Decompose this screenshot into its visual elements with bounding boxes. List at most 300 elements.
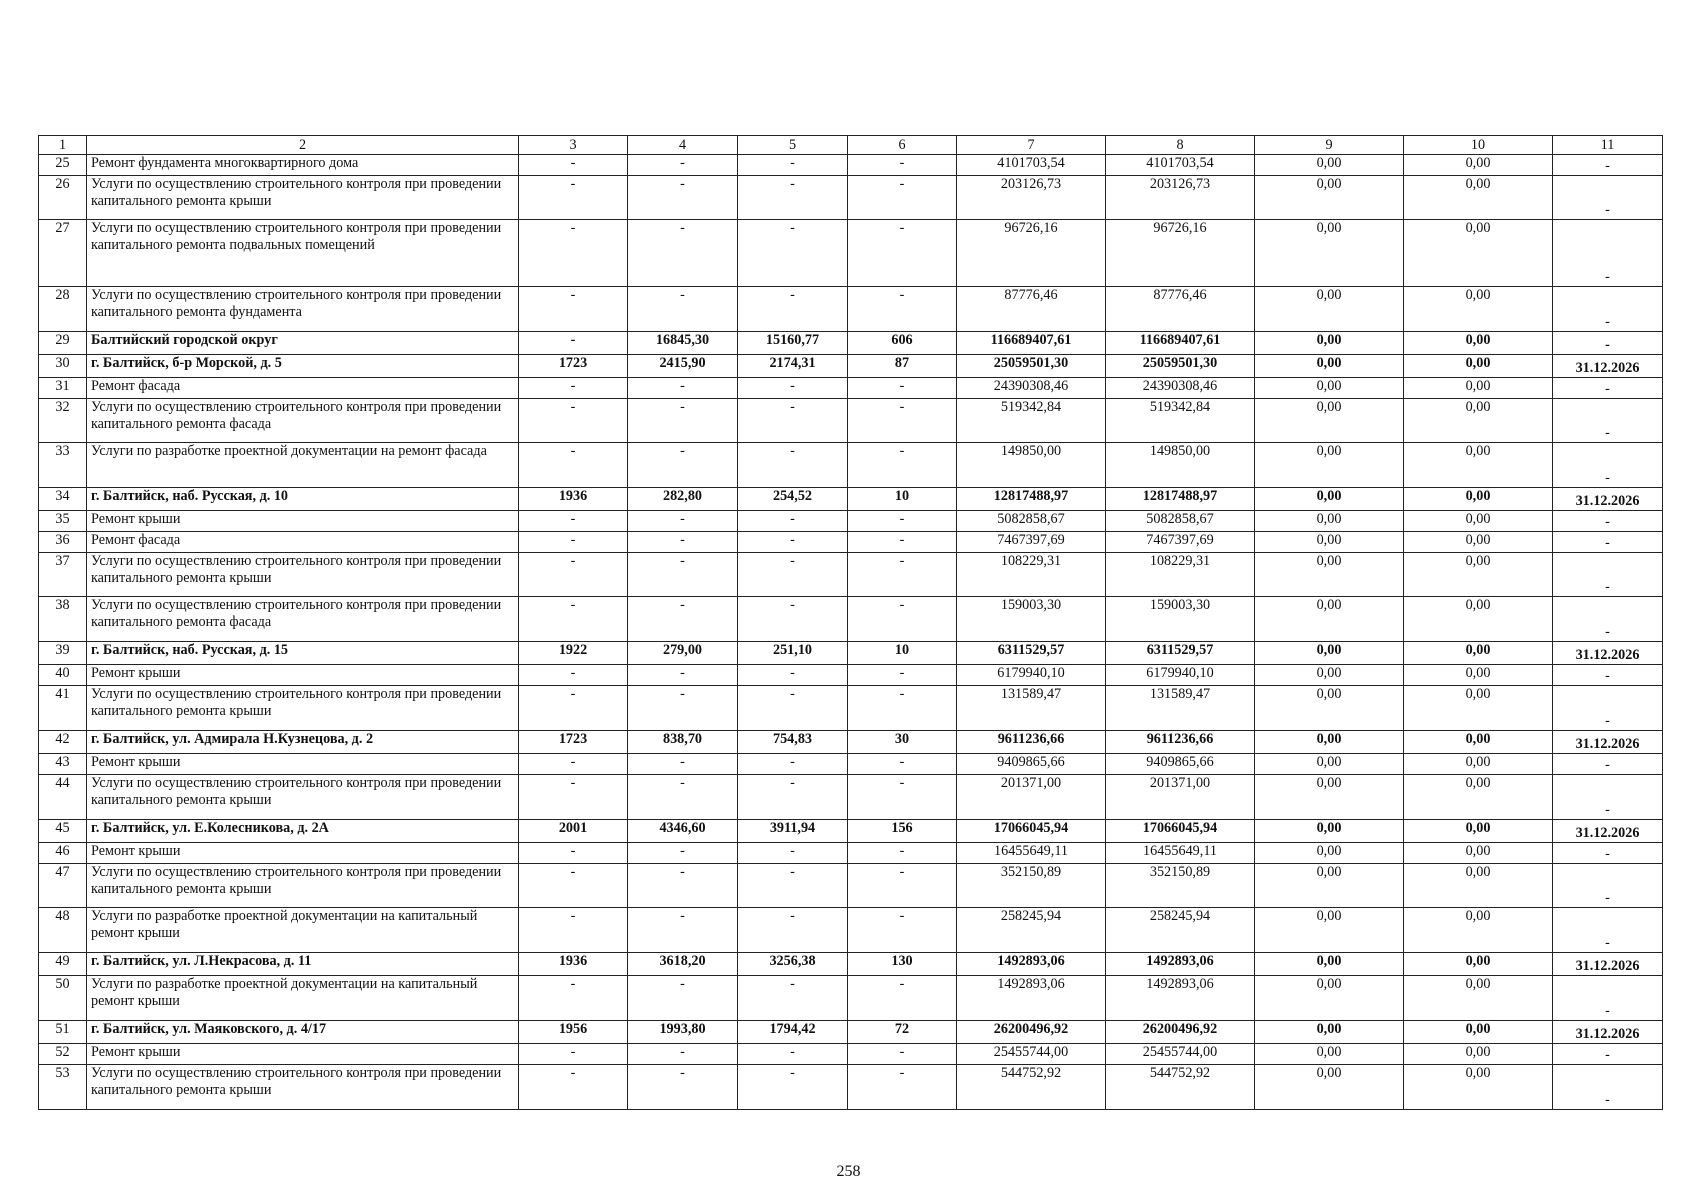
col-10-value: 0,00 xyxy=(1404,1021,1553,1044)
table-row xyxy=(39,665,1663,686)
col-11-value: - xyxy=(1553,176,1663,220)
col-5-value: - xyxy=(738,378,848,399)
col-9-value: 0,00 xyxy=(1255,754,1404,775)
col-4-value: - xyxy=(628,686,738,731)
col-10-value: 0,00 xyxy=(1404,155,1553,176)
col-3-value: - xyxy=(519,287,628,332)
col-8-value: 9611236,66 xyxy=(1106,731,1255,754)
col-3-value: 1723 xyxy=(519,731,628,754)
col-3-value: - xyxy=(519,553,628,597)
col-5-value: - xyxy=(738,908,848,953)
col-6-value: - xyxy=(848,754,957,775)
col-11-value: - xyxy=(1553,864,1663,908)
col-9-value: 0,00 xyxy=(1255,731,1404,754)
row-title: Услуги по осуществлению строительного контроля при проведении капитального ремонта крыши xyxy=(87,686,519,731)
row-number: 29 xyxy=(39,332,87,355)
col-4-value: - xyxy=(628,287,738,332)
col-11-value: - xyxy=(1553,686,1663,731)
col-4-value: 2415,90 xyxy=(628,355,738,378)
col-10-value: 0,00 xyxy=(1404,553,1553,597)
col-8-value: 544752,92 xyxy=(1106,1065,1255,1110)
col-9-value: 0,00 xyxy=(1255,399,1404,443)
col-10-value: 0,00 xyxy=(1404,332,1553,355)
row-title: Услуги по осуществлению строительного контроля при проведении капитального ремонта крыши xyxy=(87,553,519,597)
col-10-value: 0,00 xyxy=(1404,176,1553,220)
repair-schedule-table xyxy=(38,135,1663,1110)
row-title: Ремонт фасада xyxy=(87,378,519,399)
table-row xyxy=(39,443,1663,488)
col-7-value: 352150,89 xyxy=(957,864,1106,908)
row-title: Услуги по разработке проектной документации на ремонт фасада xyxy=(87,443,519,488)
row-number: 41 xyxy=(39,686,87,731)
col-9-value: 0,00 xyxy=(1255,775,1404,820)
col-3-value: - xyxy=(519,1044,628,1065)
row-number: 35 xyxy=(39,511,87,532)
col-9-value: 0,00 xyxy=(1255,488,1404,511)
row-title: г. Балтийск, наб. Русская, д. 10 xyxy=(87,488,519,511)
col-3-value: - xyxy=(519,532,628,553)
col-11-value: 31.12.2026 xyxy=(1553,731,1663,754)
col-7-value: 131589,47 xyxy=(957,686,1106,731)
col-11-value: - xyxy=(1553,597,1663,642)
column-number-3: 3 xyxy=(519,136,628,155)
col-11-value: - xyxy=(1553,665,1663,686)
col-11-value: 31.12.2026 xyxy=(1553,1021,1663,1044)
col-8-value: 159003,30 xyxy=(1106,597,1255,642)
col-9-value: 0,00 xyxy=(1255,511,1404,532)
col-6-value: - xyxy=(848,908,957,953)
col-10-value: 0,00 xyxy=(1404,220,1553,287)
col-11-value: 31.12.2026 xyxy=(1553,642,1663,665)
col-10-value: 0,00 xyxy=(1404,864,1553,908)
col-9-value: 0,00 xyxy=(1255,155,1404,176)
col-3-value: - xyxy=(519,775,628,820)
row-number: 43 xyxy=(39,754,87,775)
table-row xyxy=(39,332,1663,355)
col-8-value: 1492893,06 xyxy=(1106,953,1255,976)
col-7-value: 116689407,61 xyxy=(957,332,1106,355)
col-7-value: 9611236,66 xyxy=(957,731,1106,754)
table-body xyxy=(39,136,1663,1110)
col-6-value: - xyxy=(848,686,957,731)
col-11-value: - xyxy=(1553,155,1663,176)
col-7-value: 16455649,11 xyxy=(957,843,1106,864)
col-5-value: 251,10 xyxy=(738,642,848,665)
col-6-value: 606 xyxy=(848,332,957,355)
col-9-value: 0,00 xyxy=(1255,220,1404,287)
col-7-value: 17066045,94 xyxy=(957,820,1106,843)
col-7-value: 149850,00 xyxy=(957,443,1106,488)
col-9-value: 0,00 xyxy=(1255,443,1404,488)
col-5-value: - xyxy=(738,843,848,864)
col-10-value: 0,00 xyxy=(1404,1065,1553,1110)
table-row xyxy=(39,553,1663,597)
col-4-value: - xyxy=(628,754,738,775)
col-4-value: 4346,60 xyxy=(628,820,738,843)
col-7-value: 12817488,97 xyxy=(957,488,1106,511)
col-3-value: - xyxy=(519,443,628,488)
col-6-value: - xyxy=(848,176,957,220)
col-10-value: 0,00 xyxy=(1404,355,1553,378)
col-10-value: 0,00 xyxy=(1404,443,1553,488)
col-6-value: 87 xyxy=(848,355,957,378)
col-8-value: 116689407,61 xyxy=(1106,332,1255,355)
column-number-1: 1 xyxy=(39,136,87,155)
col-3-value: 1723 xyxy=(519,355,628,378)
col-5-value: 1794,42 xyxy=(738,1021,848,1044)
row-title: Услуги по осуществлению строительного контроля при проведении капитального ремонта фундамента xyxy=(87,287,519,332)
col-10-value: 0,00 xyxy=(1404,378,1553,399)
row-title: Ремонт фасада xyxy=(87,532,519,553)
table-row xyxy=(39,1021,1663,1044)
col-9-value: 0,00 xyxy=(1255,532,1404,553)
column-number-4: 4 xyxy=(628,136,738,155)
row-title: Услуги по осуществлению строительного контроля при проведении капитального ремонта крыши xyxy=(87,176,519,220)
row-title: г. Балтийск, ул. Адмирала Н.Кузнецова, д. 2 xyxy=(87,731,519,754)
row-title: Балтийский городской округ xyxy=(87,332,519,355)
column-number-5: 5 xyxy=(738,136,848,155)
table-row xyxy=(39,176,1663,220)
table-row xyxy=(39,287,1663,332)
col-8-value: 108229,31 xyxy=(1106,553,1255,597)
col-9-value: 0,00 xyxy=(1255,953,1404,976)
row-number: 28 xyxy=(39,287,87,332)
col-6-value: - xyxy=(848,155,957,176)
col-6-value: 10 xyxy=(848,642,957,665)
table-row xyxy=(39,820,1663,843)
col-4-value: - xyxy=(628,1065,738,1110)
col-4-value: 3618,20 xyxy=(628,953,738,976)
col-7-value: 6311529,57 xyxy=(957,642,1106,665)
col-9-value: 0,00 xyxy=(1255,686,1404,731)
col-10-value: 0,00 xyxy=(1404,488,1553,511)
col-10-value: 0,00 xyxy=(1404,775,1553,820)
col-3-value: - xyxy=(519,220,628,287)
col-11-value: - xyxy=(1553,908,1663,953)
col-5-value: - xyxy=(738,665,848,686)
col-5-value: - xyxy=(738,597,848,642)
table-row xyxy=(39,686,1663,731)
table-row xyxy=(39,642,1663,665)
col-6-value: 10 xyxy=(848,488,957,511)
table-row xyxy=(39,511,1663,532)
col-4-value: 16845,30 xyxy=(628,332,738,355)
row-number: 51 xyxy=(39,1021,87,1044)
col-3-value: - xyxy=(519,155,628,176)
row-number: 36 xyxy=(39,532,87,553)
row-title: г. Балтийск, ул. Маяковского, д. 4/17 xyxy=(87,1021,519,1044)
col-11-value: - xyxy=(1553,378,1663,399)
column-number-header-row xyxy=(39,136,1663,155)
col-8-value: 203126,73 xyxy=(1106,176,1255,220)
col-10-value: 0,00 xyxy=(1404,820,1553,843)
row-number: 34 xyxy=(39,488,87,511)
col-5-value: - xyxy=(738,686,848,731)
row-title: Ремонт крыши xyxy=(87,754,519,775)
row-title: Ремонт крыши xyxy=(87,1044,519,1065)
row-title: Услуги по осуществлению строительного контроля при проведении капитального ремонта фасада xyxy=(87,597,519,642)
column-number-9: 9 xyxy=(1255,136,1404,155)
col-9-value: 0,00 xyxy=(1255,176,1404,220)
col-8-value: 6311529,57 xyxy=(1106,642,1255,665)
col-5-value: - xyxy=(738,287,848,332)
row-number: 42 xyxy=(39,731,87,754)
col-4-value: - xyxy=(628,843,738,864)
col-7-value: 9409865,66 xyxy=(957,754,1106,775)
col-10-value: 0,00 xyxy=(1404,754,1553,775)
col-11-value: - xyxy=(1553,754,1663,775)
col-5-value: 15160,77 xyxy=(738,332,848,355)
col-8-value: 352150,89 xyxy=(1106,864,1255,908)
row-number: 48 xyxy=(39,908,87,953)
column-number-11: 11 xyxy=(1553,136,1663,155)
table-row xyxy=(39,731,1663,754)
col-11-value: - xyxy=(1553,775,1663,820)
col-6-value: 130 xyxy=(848,953,957,976)
row-number: 52 xyxy=(39,1044,87,1065)
col-11-value: - xyxy=(1553,399,1663,443)
col-3-value: - xyxy=(519,908,628,953)
table-row xyxy=(39,220,1663,287)
col-8-value: 25059501,30 xyxy=(1106,355,1255,378)
col-3-value: - xyxy=(519,378,628,399)
col-6-value: 30 xyxy=(848,731,957,754)
row-number: 39 xyxy=(39,642,87,665)
col-9-value: 0,00 xyxy=(1255,665,1404,686)
page-number: 258 xyxy=(836,1163,861,1180)
column-number-8: 8 xyxy=(1106,136,1255,155)
col-3-value: - xyxy=(519,511,628,532)
col-8-value: 26200496,92 xyxy=(1106,1021,1255,1044)
col-7-value: 24390308,46 xyxy=(957,378,1106,399)
row-number: 44 xyxy=(39,775,87,820)
col-8-value: 96726,16 xyxy=(1106,220,1255,287)
col-6-value: - xyxy=(848,511,957,532)
col-9-value: 0,00 xyxy=(1255,355,1404,378)
col-8-value: 519342,84 xyxy=(1106,399,1255,443)
row-title: г. Балтийск, ул. Л.Некрасова, д. 11 xyxy=(87,953,519,976)
col-5-value: - xyxy=(738,1065,848,1110)
col-10-value: 0,00 xyxy=(1404,532,1553,553)
col-6-value: - xyxy=(848,864,957,908)
col-6-value: - xyxy=(848,1044,957,1065)
row-number: 46 xyxy=(39,843,87,864)
col-5-value: - xyxy=(738,775,848,820)
col-7-value: 5082858,67 xyxy=(957,511,1106,532)
col-4-value: - xyxy=(628,176,738,220)
col-4-value: - xyxy=(628,864,738,908)
col-5-value: - xyxy=(738,976,848,1021)
row-title: Услуги по осуществлению строительного контроля при проведении капитального ремонта подвальных помещений xyxy=(87,220,519,287)
col-11-value: - xyxy=(1553,843,1663,864)
row-title: Услуги по разработке проектной документации на капитальный ремонт крыши xyxy=(87,908,519,953)
col-4-value: 1993,80 xyxy=(628,1021,738,1044)
row-number: 32 xyxy=(39,399,87,443)
row-title: Ремонт крыши xyxy=(87,511,519,532)
col-3-value: 2001 xyxy=(519,820,628,843)
col-6-value: - xyxy=(848,287,957,332)
column-number-2: 2 xyxy=(87,136,519,155)
col-5-value: - xyxy=(738,864,848,908)
col-3-value: - xyxy=(519,332,628,355)
col-9-value: 0,00 xyxy=(1255,1065,1404,1110)
row-title: Ремонт крыши xyxy=(87,843,519,864)
col-7-value: 7467397,69 xyxy=(957,532,1106,553)
col-9-value: 0,00 xyxy=(1255,976,1404,1021)
col-7-value: 1492893,06 xyxy=(957,953,1106,976)
col-4-value: - xyxy=(628,775,738,820)
col-6-value: - xyxy=(848,553,957,597)
col-7-value: 201371,00 xyxy=(957,775,1106,820)
col-4-value: 282,80 xyxy=(628,488,738,511)
col-7-value: 25455744,00 xyxy=(957,1044,1106,1065)
col-4-value: 838,70 xyxy=(628,731,738,754)
col-8-value: 24390308,46 xyxy=(1106,378,1255,399)
col-7-value: 25059501,30 xyxy=(957,355,1106,378)
col-3-value: 1936 xyxy=(519,953,628,976)
table-row xyxy=(39,399,1663,443)
col-5-value: - xyxy=(738,553,848,597)
col-9-value: 0,00 xyxy=(1255,553,1404,597)
table-row xyxy=(39,754,1663,775)
col-3-value: - xyxy=(519,686,628,731)
col-11-value: - xyxy=(1553,511,1663,532)
col-11-value: - xyxy=(1553,1044,1663,1065)
col-11-value: 31.12.2026 xyxy=(1553,488,1663,511)
col-7-value: 203126,73 xyxy=(957,176,1106,220)
col-10-value: 0,00 xyxy=(1404,731,1553,754)
col-5-value: - xyxy=(738,443,848,488)
row-title: г. Балтийск, наб. Русская, д. 15 xyxy=(87,642,519,665)
col-8-value: 17066045,94 xyxy=(1106,820,1255,843)
col-6-value: 156 xyxy=(848,820,957,843)
column-number-10: 10 xyxy=(1404,136,1553,155)
col-8-value: 201371,00 xyxy=(1106,775,1255,820)
table-row xyxy=(39,864,1663,908)
col-9-value: 0,00 xyxy=(1255,378,1404,399)
row-title: г. Балтийск, ул. Е.Колесникова, д. 2А xyxy=(87,820,519,843)
row-number: 40 xyxy=(39,665,87,686)
row-title: Услуги по осуществлению строительного контроля при проведении капитального ремонта крыши xyxy=(87,1065,519,1110)
table-row xyxy=(39,488,1663,511)
col-3-value: 1956 xyxy=(519,1021,628,1044)
row-title: Услуги по разработке проектной документации на капитальный ремонт крыши xyxy=(87,976,519,1021)
row-number: 50 xyxy=(39,976,87,1021)
col-4-value: - xyxy=(628,532,738,553)
col-10-value: 0,00 xyxy=(1404,843,1553,864)
col-4-value: - xyxy=(628,399,738,443)
col-4-value: - xyxy=(628,908,738,953)
table-row xyxy=(39,1065,1663,1110)
col-11-value: - xyxy=(1553,976,1663,1021)
row-title: г. Балтийск, б-р Морской, д. 5 xyxy=(87,355,519,378)
col-4-value: - xyxy=(628,155,738,176)
col-11-value: - xyxy=(1553,287,1663,332)
col-11-value: 31.12.2026 xyxy=(1553,820,1663,843)
col-9-value: 0,00 xyxy=(1255,864,1404,908)
row-number: 25 xyxy=(39,155,87,176)
col-4-value: - xyxy=(628,378,738,399)
col-4-value: - xyxy=(628,976,738,1021)
col-4-value: - xyxy=(628,220,738,287)
row-title: Услуги по осуществлению строительного контроля при проведении капитального ремонта крыши xyxy=(87,775,519,820)
col-6-value: - xyxy=(848,399,957,443)
col-6-value: - xyxy=(848,976,957,1021)
col-4-value: - xyxy=(628,511,738,532)
col-9-value: 0,00 xyxy=(1255,642,1404,665)
col-8-value: 9409865,66 xyxy=(1106,754,1255,775)
col-8-value: 7467397,69 xyxy=(1106,532,1255,553)
col-7-value: 544752,92 xyxy=(957,1065,1106,1110)
col-4-value: - xyxy=(628,443,738,488)
col-10-value: 0,00 xyxy=(1404,287,1553,332)
col-6-value: - xyxy=(848,775,957,820)
col-5-value: 2174,31 xyxy=(738,355,848,378)
row-number: 30 xyxy=(39,355,87,378)
col-9-value: 0,00 xyxy=(1255,287,1404,332)
col-8-value: 87776,46 xyxy=(1106,287,1255,332)
col-8-value: 25455744,00 xyxy=(1106,1044,1255,1065)
col-7-value: 6179940,10 xyxy=(957,665,1106,686)
col-3-value: - xyxy=(519,176,628,220)
col-6-value: - xyxy=(848,532,957,553)
col-11-value: - xyxy=(1553,553,1663,597)
row-number: 47 xyxy=(39,864,87,908)
row-title: Ремонт фундамента многоквартирного дома xyxy=(87,155,519,176)
col-3-value: - xyxy=(519,399,628,443)
col-3-value: - xyxy=(519,976,628,1021)
col-6-value: - xyxy=(848,443,957,488)
table-row xyxy=(39,908,1663,953)
col-4-value: - xyxy=(628,665,738,686)
col-8-value: 12817488,97 xyxy=(1106,488,1255,511)
col-8-value: 5082858,67 xyxy=(1106,511,1255,532)
col-7-value: 87776,46 xyxy=(957,287,1106,332)
col-10-value: 0,00 xyxy=(1404,597,1553,642)
col-3-value: - xyxy=(519,754,628,775)
col-6-value: - xyxy=(848,1065,957,1110)
row-title: Услуги по осуществлению строительного контроля при проведении капитального ремонта крыши xyxy=(87,864,519,908)
col-4-value: - xyxy=(628,597,738,642)
col-4-value: - xyxy=(628,1044,738,1065)
col-10-value: 0,00 xyxy=(1404,976,1553,1021)
col-8-value: 1492893,06 xyxy=(1106,976,1255,1021)
col-5-value: 754,83 xyxy=(738,731,848,754)
col-11-value: - xyxy=(1553,332,1663,355)
col-7-value: 1492893,06 xyxy=(957,976,1106,1021)
col-10-value: 0,00 xyxy=(1404,399,1553,443)
row-number: 27 xyxy=(39,220,87,287)
col-7-value: 96726,16 xyxy=(957,220,1106,287)
col-3-value: 1922 xyxy=(519,642,628,665)
col-10-value: 0,00 xyxy=(1404,686,1553,731)
col-5-value: - xyxy=(738,155,848,176)
col-5-value: - xyxy=(738,399,848,443)
row-number: 49 xyxy=(39,953,87,976)
col-8-value: 4101703,54 xyxy=(1106,155,1255,176)
table-row xyxy=(39,155,1663,176)
col-6-value: 72 xyxy=(848,1021,957,1044)
col-7-value: 519342,84 xyxy=(957,399,1106,443)
col-4-value: - xyxy=(628,553,738,597)
column-number-6: 6 xyxy=(848,136,957,155)
col-8-value: 6179940,10 xyxy=(1106,665,1255,686)
col-10-value: 0,00 xyxy=(1404,642,1553,665)
col-8-value: 131589,47 xyxy=(1106,686,1255,731)
col-11-value: 31.12.2026 xyxy=(1553,953,1663,976)
col-11-value: - xyxy=(1553,1065,1663,1110)
col-3-value: - xyxy=(519,1065,628,1110)
